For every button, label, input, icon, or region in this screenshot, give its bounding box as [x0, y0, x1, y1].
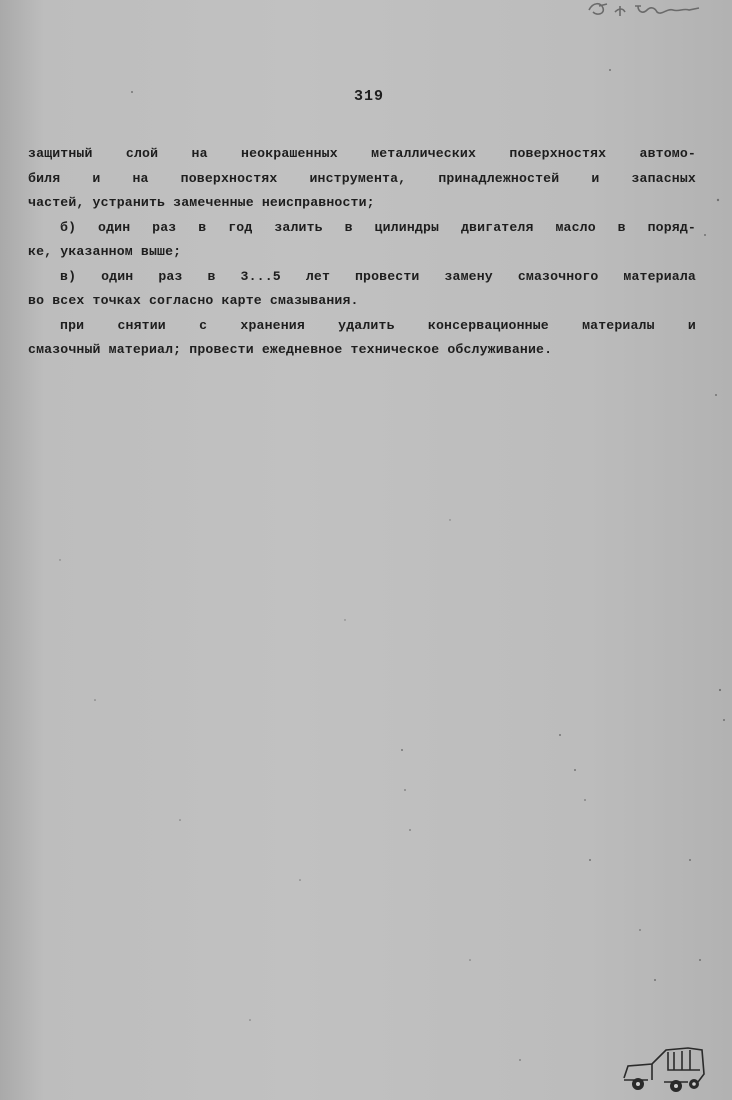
- text-line: частей, устранить замеченные неисправности;: [28, 195, 375, 210]
- text-line: биля и на поверхностях инструмента, принадлежностей и запасных: [28, 170, 696, 186]
- text-line: смазочный материал; провести ежедневное техническое обслуживание.: [28, 342, 553, 357]
- text-line: ке, указанном выше;: [28, 244, 182, 259]
- text-line: б) один раз в год залить в цилиндры двигателя масло в поряд-: [60, 219, 696, 235]
- text-line: защитный слой на неокрашенных металлических поверхностях автомо-: [28, 146, 696, 161]
- text-line: во всех точках согласно карте смазывания.: [28, 293, 359, 308]
- text-line: при снятии с хранения удалить консервационные материалы и: [60, 317, 696, 333]
- truck-stamp-icon: [618, 1040, 708, 1096]
- handwritten-signature: [585, 0, 705, 22]
- document-body: [28, 142, 696, 363]
- text-line: в) один раз в 3...5 лет провести замену смазочного материала: [60, 268, 696, 284]
- page-number: 319: [353, 88, 384, 105]
